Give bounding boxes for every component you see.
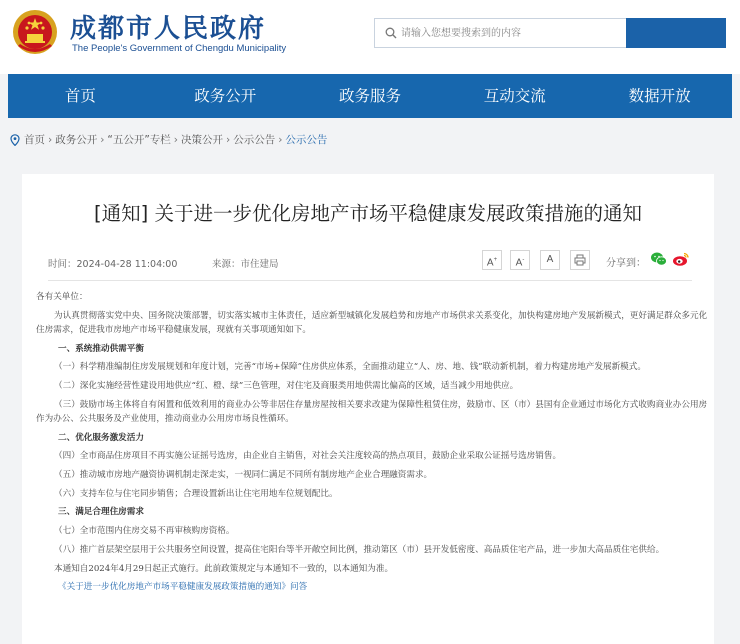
search-icon [385, 27, 397, 39]
article-meta [48, 250, 692, 281]
breadcrumb-five-disclosures[interactable]: “五公开”专栏 [107, 134, 171, 146]
clause-paragraph: （三）鼓励市场主体将自有闲置和低效利用的商业办公等非居住存量房屋按相关要求改建为保障性租赁住房，鼓励市、区（市）县国有企业通过市场化方式收购商业办公用房作为办公、公共服务及产业使用，推动商业办公用房市场良性循环。 [36, 399, 708, 424]
breadcrumb-separator: › [48, 133, 53, 146]
nav-item-government-affairs[interactable]: 政务公开 [194, 87, 257, 105]
article-card [22, 174, 714, 644]
qa-link[interactable]: 《关于进一步优化房地产市场平稳健康发展政策措施的通知》问答 [58, 582, 308, 593]
nav-item-interaction[interactable]: 互动交流 [483, 87, 546, 105]
clause-paragraph: （六）支持车位与住宅同步销售；合理设置新出让住宅用地车位规划配比。 [54, 488, 338, 499]
font-size-medium-button[interactable]: A- [510, 250, 530, 270]
main-nav [8, 74, 732, 118]
clause-paragraph: （二）深化实施经营性建设用地供应“红、橙、绿”三色管理，对住宅及商服类用地供需比偏高的区域，适当减少用地供应。 [54, 381, 519, 392]
breadcrumb-separator: › [100, 133, 105, 146]
site-subtitle: The People's Government of Chengdu Municipality [72, 43, 287, 54]
search-box [374, 18, 626, 48]
site-title: 成都市人民政府 [70, 14, 267, 44]
clause-paragraph: （一）科学精准编制住房发展规划和年度计划，完善“市场+保障”住房供应体系，全面推动建立“人、房、地、钱”联动新机制，着力构建房地产发展新模式。 [54, 362, 646, 373]
breadcrumb-home[interactable]: 首页 [24, 134, 45, 146]
font-size-large-label: A [486, 257, 494, 269]
font-size-small-button[interactable] [540, 250, 560, 270]
share-label: 分享到： [606, 258, 646, 269]
location-pin-icon [10, 134, 20, 146]
breadcrumb [10, 132, 327, 147]
clause-paragraph: （八）推广首层架空层用于公共服务空间设置，提高住宅阳台等半开敞空间比例，推动第区（市）县开发低密度、高品质住宅产品，进一步加大高品质住宅供给。 [54, 544, 665, 555]
section-heading: 二、优化服务激发活力 [58, 432, 144, 443]
intro-paragraph: 为认真贯彻落实党中央、国务院决策部署，切实落实城市主体责任，适应新型城镇化发展趋势和房地产市场供求关系变化，加快构建房地产发展新模式，更好满足群众多元化住房需求，促进我市房地产市场平稳健康发展，现就有关事项通知如下。 [36, 310, 708, 335]
wechat-icon[interactable] [650, 251, 668, 267]
search-input[interactable] [401, 21, 621, 45]
weibo-icon[interactable] [672, 251, 690, 267]
font-size-large-button[interactable]: A+ [482, 250, 502, 270]
breadcrumb-separator: › [173, 133, 178, 146]
breadcrumb-separator: › [226, 133, 231, 146]
clause-paragraph: （七）全市范围内住房交易不再审核购房资格。 [54, 526, 235, 537]
breadcrumb-government-affairs[interactable]: 政务公开 [55, 134, 98, 146]
search-button[interactable] [626, 18, 726, 48]
article-source: 来源：市住建局 [212, 259, 279, 270]
breadcrumb-decision-disclosure[interactable]: 决策公开 [181, 134, 223, 146]
publish-time: 时间：2024-04-28 11:04:00 [48, 259, 178, 270]
salutation: 各有关单位： [36, 292, 88, 302]
breadcrumb-announcements[interactable]: 公示公告 [233, 134, 276, 146]
font-size-small-label: A [546, 254, 554, 265]
clause-paragraph: （五）推动城市房地产融资协调机制走深走实，一视同仁满足不同所有制房地产企业合理融资需求。 [54, 470, 433, 481]
article-body [36, 290, 708, 599]
section-heading: 三、满足合理住房需求 [58, 507, 144, 518]
article-title: [通知] 关于进一步优化房地产市场平稳健康发展政策措施的通知 [94, 202, 642, 225]
section-heading: 一、系统推动供需平衡 [58, 343, 144, 354]
print-icon [574, 254, 586, 266]
nav-item-open-data[interactable]: 数据开放 [628, 87, 691, 105]
print-button[interactable] [570, 250, 590, 270]
breadcrumb-separator: › [278, 133, 283, 146]
font-size-medium-label: A [515, 257, 523, 269]
breadcrumb-current[interactable]: 公示公告 [285, 134, 328, 146]
nav-item-government-services[interactable]: 政务服务 [338, 87, 401, 105]
nav-item-home[interactable]: 首页 [64, 87, 96, 105]
national-emblem-icon [10, 8, 60, 58]
effective-date-paragraph: 本通知自2024年4月29日起正式施行。此前政策规定与本通知不一致的，以本通知为准。 [54, 563, 394, 574]
clause-paragraph: （四）全市商品住房项目不再实施公证摇号选房，由企业自主销售，对社会关注度较高的热点项目，鼓励企业采取公证摇号选房销售。 [54, 451, 562, 462]
site-header [0, 0, 740, 74]
